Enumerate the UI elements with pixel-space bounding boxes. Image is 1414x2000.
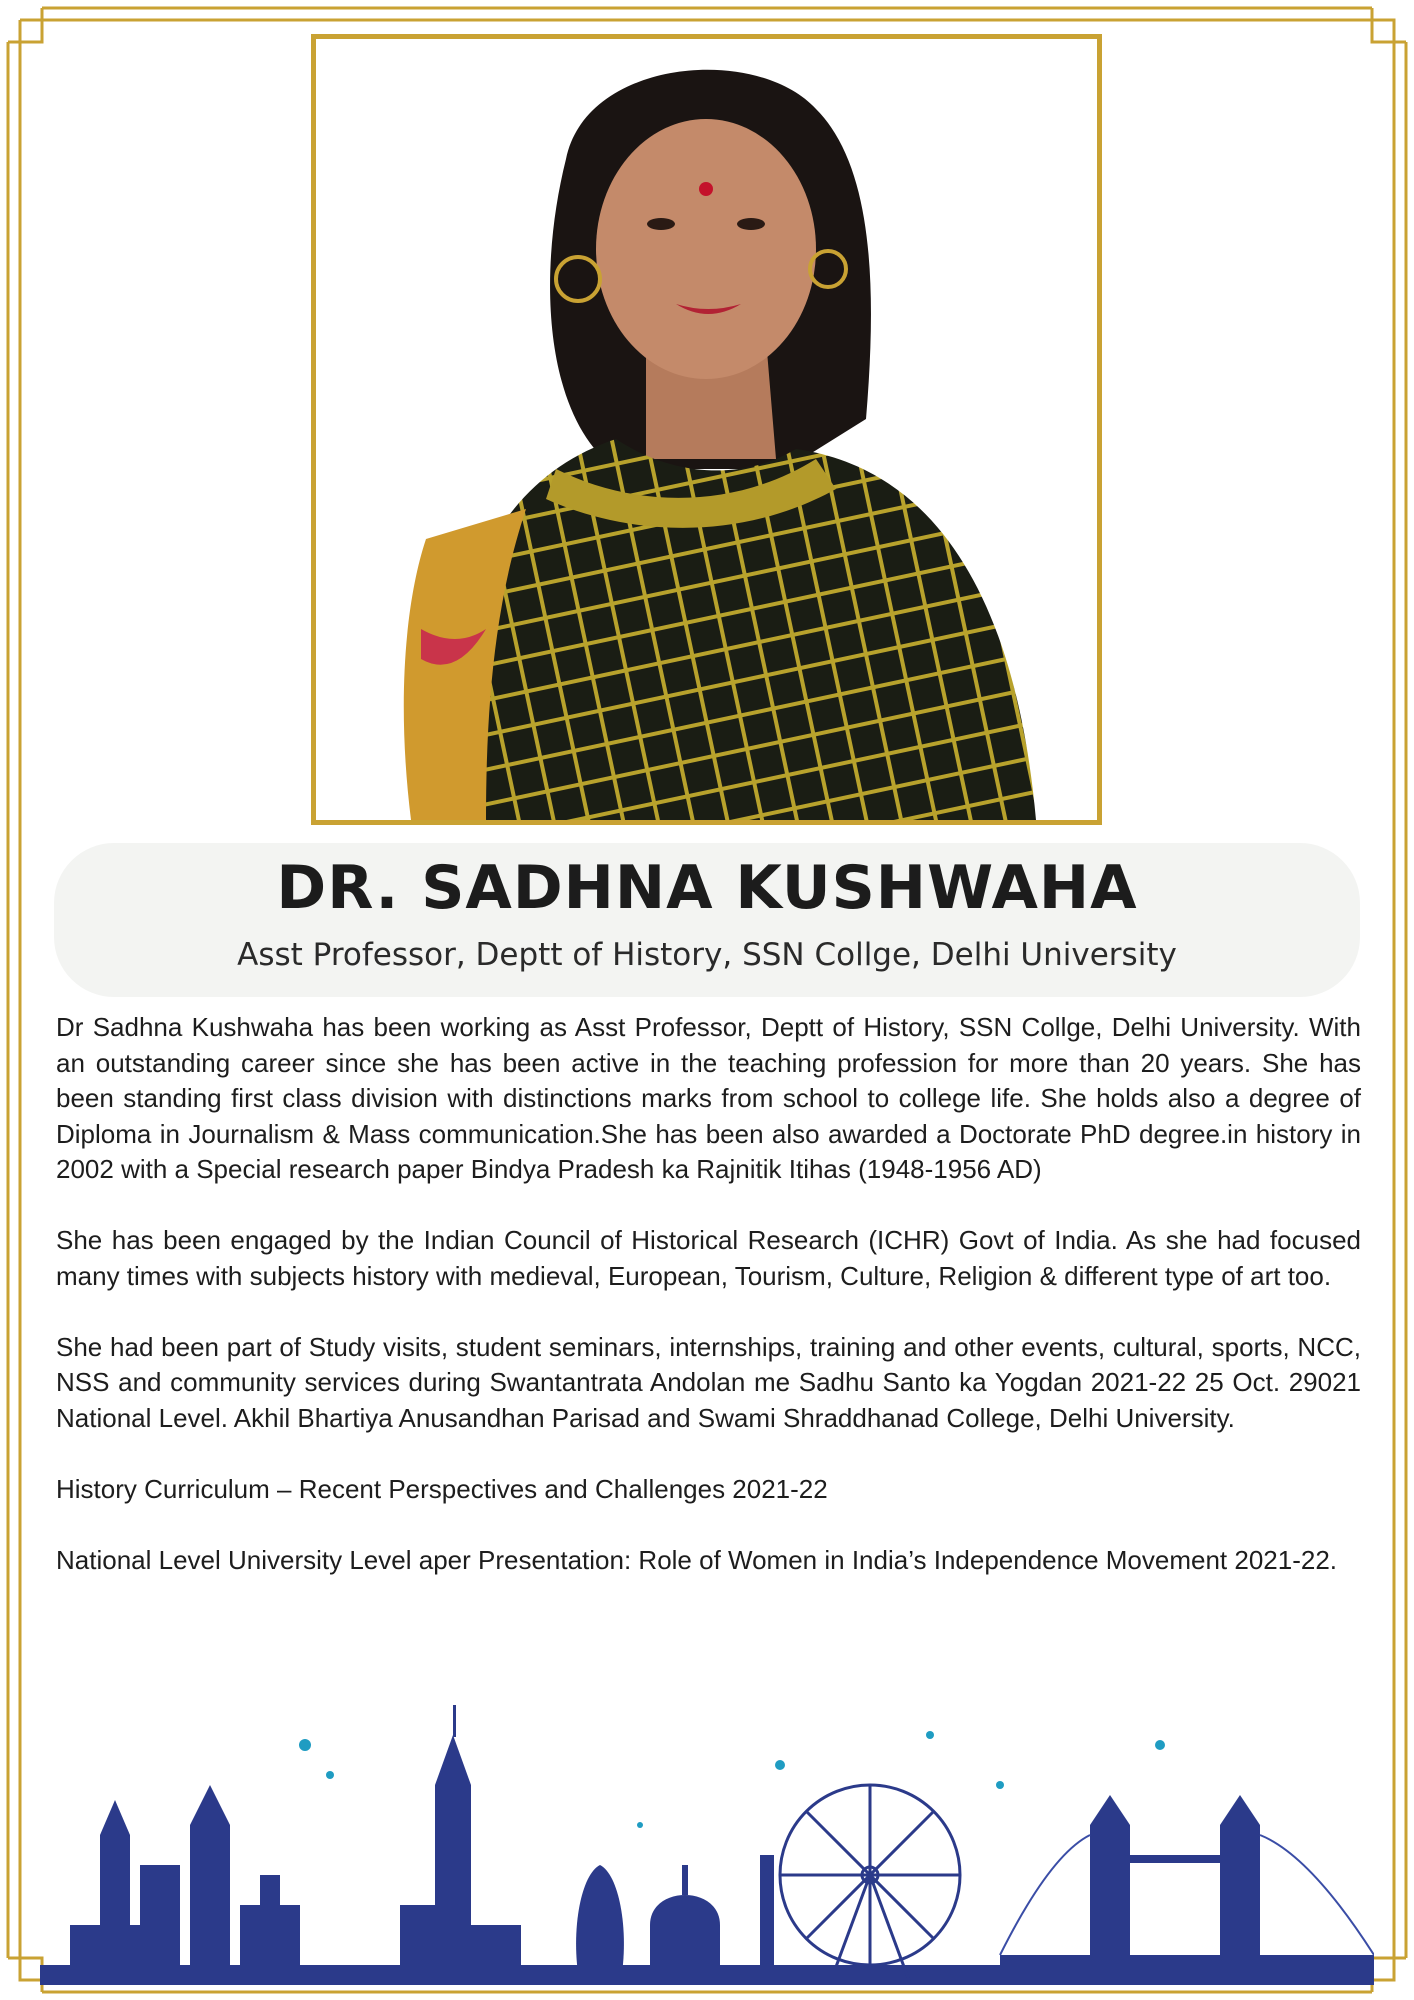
profile-name: DR. SADHNA KUSHWAHA — [276, 853, 1138, 923]
london-skyline-illustration — [40, 1705, 1374, 1985]
biography — [56, 1010, 1361, 1614]
bio-paragraph: National Level University Level aper Presentation: Role of Women in India’s Independence Movement 2021-22. — [56, 1544, 1338, 1575]
bio-paragraph: History Curriculum – Recent Perspectives and Challenges 2021-22 — [56, 1473, 828, 1504]
portrait-photo — [316, 39, 1097, 820]
portrait-frame — [311, 34, 1102, 825]
bio-paragraph: She had been part of Study visits, student seminars, internships, training and other events, cultural, sports, NCC, NSS and community services during Swantantrata Andolan me Sadhu Santo ka Yogdan 2021-22 25 Oct. 29021 National Level. Akhil Bhartiya Anusandhan Parisad and Swami Shraddhanad College, Delhi University. — [56, 1331, 1361, 1433]
bio-paragraph: She has been engaged by the Indian Council of Historical Research (ICHR) Govt of India. As she had focused many times with subjects history with medieval, European, Tourism, Culture, Religion & different type of art too. — [56, 1225, 1361, 1291]
profile-title: Asst Professor, Deptt of History, SSN Collge, Delhi University — [237, 937, 1177, 973]
name-card — [54, 843, 1360, 997]
bio-paragraph: Dr Sadhna Kushwaha has been working as Asst Professor, Deptt of History, SSN Collge, Delhi University. With an outstanding career since she has been active in the teaching profession for more than 20 years. She has been standing first class division with distinctions marks from school to college life. She holds also a degree of Diploma in Journalism & Mass communication.She has been also awarded a Doctorate PhD degree.in history in 2002 with a Special research paper Bindya Pradesh ka Rajnitik Itihas (1948-1956 AD) — [56, 1012, 1361, 1184]
